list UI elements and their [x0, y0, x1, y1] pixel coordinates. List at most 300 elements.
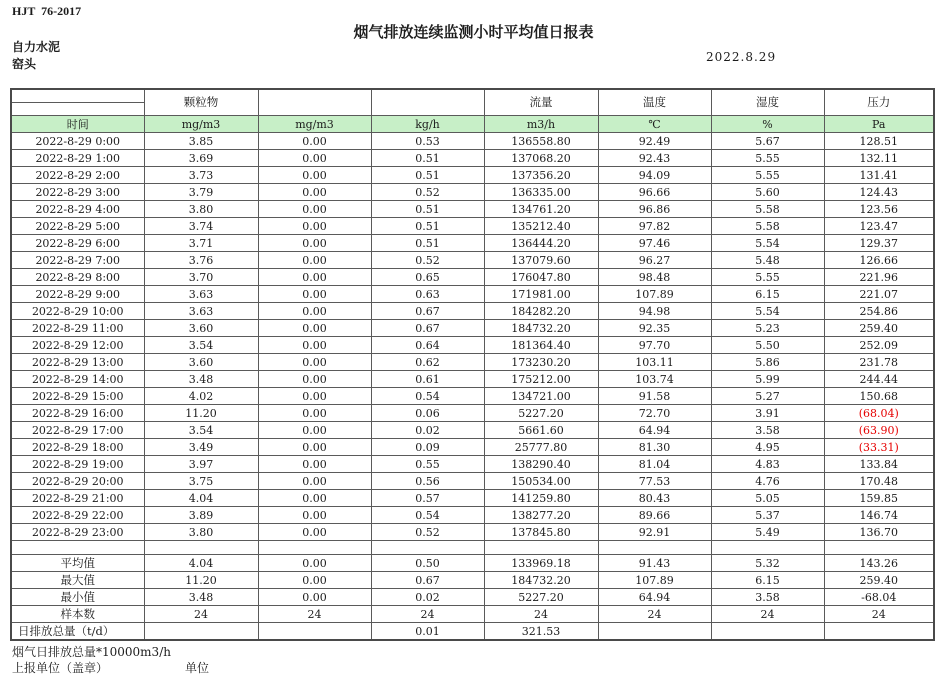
value-cell: 0.51 — [371, 218, 484, 235]
data-row — [11, 473, 934, 490]
summary-value-cell: 0.00 — [258, 589, 371, 606]
value-cell: 11.20 — [144, 405, 258, 422]
value-cell: 259.40 — [824, 320, 934, 337]
value-cell: 89.66 — [598, 507, 711, 524]
data-row — [11, 320, 934, 337]
value-cell: 3.58 — [711, 422, 824, 439]
summary-value-cell: 3.48 — [144, 589, 258, 606]
time-cell: 2022-8-29 14:00 — [11, 371, 144, 388]
time-cell: 2022-8-29 23:00 — [11, 524, 144, 541]
summary-value-cell: 107.89 — [598, 572, 711, 589]
summary-value-cell: 0.67 — [371, 572, 484, 589]
time-cell: 2022-8-29 7:00 — [11, 252, 144, 269]
summary-value-cell: 0.00 — [258, 572, 371, 589]
value-cell: 150.68 — [824, 388, 934, 405]
value-cell: 0.00 — [258, 524, 371, 541]
unit-header-cell: Pa — [824, 116, 934, 133]
data-row — [11, 150, 934, 167]
value-cell: 0.55 — [371, 456, 484, 473]
data-row — [11, 218, 934, 235]
value-cell: 5661.60 — [484, 422, 598, 439]
value-cell: 0.51 — [371, 167, 484, 184]
value-cell: (33.31) — [824, 439, 934, 456]
unit-header-cell: kg/h — [371, 116, 484, 133]
value-cell: 81.30 — [598, 439, 711, 456]
value-cell: 0.51 — [371, 150, 484, 167]
value-cell: 131.41 — [824, 167, 934, 184]
group-header-cell: 颗粒物 — [144, 89, 258, 116]
value-cell: 0.00 — [258, 150, 371, 167]
value-cell: 0.00 — [258, 456, 371, 473]
data-row — [11, 439, 934, 456]
value-cell: 221.07 — [824, 286, 934, 303]
summary-value-cell — [258, 623, 371, 641]
value-cell: 3.89 — [144, 507, 258, 524]
time-cell: 2022-8-29 9:00 — [11, 286, 144, 303]
group-header-cell: 压力 — [824, 89, 934, 116]
data-row — [11, 286, 934, 303]
value-cell: 3.60 — [144, 354, 258, 371]
value-cell: 150534.00 — [484, 473, 598, 490]
value-cell: 3.69 — [144, 150, 258, 167]
summary-value-cell: 5.32 — [711, 555, 824, 572]
value-cell: 137845.80 — [484, 524, 598, 541]
value-cell: 5.58 — [711, 218, 824, 235]
summary-value-cell: 133969.18 — [484, 555, 598, 572]
data-row — [11, 303, 934, 320]
summary-value-cell: 0.50 — [371, 555, 484, 572]
summary-label-cell: 最大值 — [11, 572, 144, 589]
data-row — [11, 337, 934, 354]
value-cell: 6.15 — [711, 286, 824, 303]
value-cell: 3.70 — [144, 269, 258, 286]
value-cell: 134721.00 — [484, 388, 598, 405]
value-cell: 184282.20 — [484, 303, 598, 320]
value-cell: 5.27 — [711, 388, 824, 405]
value-cell: 3.80 — [144, 524, 258, 541]
spacer-cell — [824, 541, 934, 555]
summary-value-cell: 24 — [711, 606, 824, 623]
value-cell: 92.49 — [598, 133, 711, 150]
summary-value-cell: 0.00 — [258, 555, 371, 572]
summary-value-cell: 24 — [598, 606, 711, 623]
value-cell: 170.48 — [824, 473, 934, 490]
value-cell: 3.80 — [144, 201, 258, 218]
time-cell: 2022-8-29 19:00 — [11, 456, 144, 473]
value-cell: 3.63 — [144, 286, 258, 303]
summary-value-cell: -68.04 — [824, 589, 934, 606]
value-cell: 159.85 — [824, 490, 934, 507]
value-cell: 136444.20 — [484, 235, 598, 252]
time-cell: 2022-8-29 11:00 — [11, 320, 144, 337]
value-cell: 94.98 — [598, 303, 711, 320]
value-cell: 3.73 — [144, 167, 258, 184]
summary-label-cell: 日排放总量（t/d） — [11, 623, 144, 641]
summary-value-cell — [598, 623, 711, 641]
value-cell: 0.00 — [258, 388, 371, 405]
value-cell: 0.00 — [258, 371, 371, 388]
spacer-cell — [11, 541, 144, 555]
value-cell: 137068.20 — [484, 150, 598, 167]
summary-value-cell: 24 — [258, 606, 371, 623]
time-cell: 2022-8-29 21:00 — [11, 490, 144, 507]
value-cell: 133.84 — [824, 456, 934, 473]
value-cell: 171981.00 — [484, 286, 598, 303]
spacer-cell — [598, 541, 711, 555]
value-cell: 252.09 — [824, 337, 934, 354]
time-cell: 2022-8-29 18:00 — [11, 439, 144, 456]
value-cell: 91.58 — [598, 388, 711, 405]
value-cell: 92.35 — [598, 320, 711, 337]
value-cell: 0.00 — [258, 201, 371, 218]
value-cell: 92.43 — [598, 150, 711, 167]
value-cell: 103.74 — [598, 371, 711, 388]
value-cell: 181364.40 — [484, 337, 598, 354]
value-cell: 3.76 — [144, 252, 258, 269]
time-cell: 2022-8-29 17:00 — [11, 422, 144, 439]
value-cell: 0.52 — [371, 184, 484, 201]
value-cell: 25777.80 — [484, 439, 598, 456]
value-cell: 0.67 — [371, 320, 484, 337]
value-cell: 184732.20 — [484, 320, 598, 337]
time-column-header: 时间 — [11, 116, 144, 133]
report-unit-label: 上报单位（盖章） — [12, 661, 109, 675]
value-cell: 0.00 — [258, 320, 371, 337]
monitoring-data-table — [10, 88, 935, 641]
value-cell: 3.71 — [144, 235, 258, 252]
time-header-top-cell — [11, 89, 144, 103]
data-row — [11, 490, 934, 507]
data-row — [11, 524, 934, 541]
group-header-cell: 温度 — [598, 89, 711, 116]
value-cell: 0.02 — [371, 422, 484, 439]
group-header-row — [11, 89, 934, 103]
value-cell: (63.90) — [824, 422, 934, 439]
group-header-cell: 湿度 — [711, 89, 824, 116]
value-cell: 0.00 — [258, 167, 371, 184]
value-cell: 5.23 — [711, 320, 824, 337]
summary-row — [11, 623, 934, 641]
value-cell: 0.00 — [258, 133, 371, 150]
summary-value-cell — [711, 623, 824, 641]
time-cell: 2022-8-29 8:00 — [11, 269, 144, 286]
summary-value-cell — [144, 623, 258, 641]
value-cell: 0.00 — [258, 422, 371, 439]
value-cell: 132.11 — [824, 150, 934, 167]
value-cell: 3.49 — [144, 439, 258, 456]
value-cell: 4.83 — [711, 456, 824, 473]
emission-total-note: 烟气日排放总量*10000m3/h — [12, 645, 171, 659]
value-cell: 5.54 — [711, 303, 824, 320]
value-cell: 231.78 — [824, 354, 934, 371]
value-cell: 137079.60 — [484, 252, 598, 269]
summary-value-cell: 143.26 — [824, 555, 934, 572]
time-cell: 2022-8-29 4:00 — [11, 201, 144, 218]
summary-value-cell: 0.01 — [371, 623, 484, 641]
value-cell: 0.61 — [371, 371, 484, 388]
value-cell: 136335.00 — [484, 184, 598, 201]
value-cell: 0.00 — [258, 184, 371, 201]
value-cell: 96.66 — [598, 184, 711, 201]
data-row — [11, 354, 934, 371]
time-cell: 2022-8-29 13:00 — [11, 354, 144, 371]
summary-value-cell: 0.02 — [371, 589, 484, 606]
value-cell: 92.91 — [598, 524, 711, 541]
data-row — [11, 133, 934, 150]
value-cell: 0.06 — [371, 405, 484, 422]
summary-value-cell — [824, 623, 934, 641]
value-cell: 254.86 — [824, 303, 934, 320]
value-cell: 5.54 — [711, 235, 824, 252]
value-cell: 3.91 — [711, 405, 824, 422]
spacer-cell — [258, 541, 371, 555]
data-row — [11, 184, 934, 201]
value-cell: 5.55 — [711, 269, 824, 286]
value-cell: 96.27 — [598, 252, 711, 269]
value-cell: 128.51 — [824, 133, 934, 150]
value-cell: 137356.20 — [484, 167, 598, 184]
value-cell: 0.57 — [371, 490, 484, 507]
unit-label: 单位 — [185, 661, 210, 675]
summary-value-cell: 321.53 — [484, 623, 598, 641]
value-cell: 138290.40 — [484, 456, 598, 473]
value-cell: 0.67 — [371, 303, 484, 320]
summary-row — [11, 572, 934, 589]
value-cell: 124.43 — [824, 184, 934, 201]
value-cell: (68.04) — [824, 405, 934, 422]
summary-value-cell: 24 — [144, 606, 258, 623]
summary-value-cell: 6.15 — [711, 572, 824, 589]
value-cell: 5.37 — [711, 507, 824, 524]
summary-value-cell: 259.40 — [824, 572, 934, 589]
time-cell: 2022-8-29 12:00 — [11, 337, 144, 354]
time-cell: 2022-8-29 20:00 — [11, 473, 144, 490]
value-cell: 5.55 — [711, 167, 824, 184]
value-cell: 97.82 — [598, 218, 711, 235]
value-cell: 0.51 — [371, 201, 484, 218]
data-row — [11, 507, 934, 524]
value-cell: 3.79 — [144, 184, 258, 201]
summary-value-cell: 24 — [824, 606, 934, 623]
value-cell: 141259.80 — [484, 490, 598, 507]
value-cell: 5227.20 — [484, 405, 598, 422]
spacer-cell — [144, 541, 258, 555]
time-cell: 2022-8-29 22:00 — [11, 507, 144, 524]
report-date: 2022.8.29 — [706, 50, 777, 64]
value-cell: 0.00 — [258, 405, 371, 422]
unit-header-row — [11, 116, 934, 133]
value-cell: 0.54 — [371, 507, 484, 524]
value-cell: 103.11 — [598, 354, 711, 371]
summary-label-cell: 平均值 — [11, 555, 144, 572]
summary-value-cell: 3.58 — [711, 589, 824, 606]
value-cell: 135212.40 — [484, 218, 598, 235]
value-cell: 0.00 — [258, 252, 371, 269]
value-cell: 0.52 — [371, 252, 484, 269]
value-cell: 3.63 — [144, 303, 258, 320]
value-cell: 77.53 — [598, 473, 711, 490]
value-cell: 0.00 — [258, 303, 371, 320]
data-row — [11, 371, 934, 388]
value-cell: 0.54 — [371, 388, 484, 405]
value-cell: 0.09 — [371, 439, 484, 456]
value-cell: 123.56 — [824, 201, 934, 218]
data-row — [11, 252, 934, 269]
value-cell: 244.44 — [824, 371, 934, 388]
value-cell: 0.63 — [371, 286, 484, 303]
value-cell: 0.00 — [258, 473, 371, 490]
data-row — [11, 456, 934, 473]
value-cell: 5.58 — [711, 201, 824, 218]
data-row — [11, 235, 934, 252]
value-cell: 175212.00 — [484, 371, 598, 388]
unit-header-cell: m3/h — [484, 116, 598, 133]
summary-value-cell: 24 — [484, 606, 598, 623]
value-cell: 5.86 — [711, 354, 824, 371]
value-cell: 0.00 — [258, 337, 371, 354]
value-cell: 97.46 — [598, 235, 711, 252]
value-cell: 0.00 — [258, 286, 371, 303]
value-cell: 0.52 — [371, 524, 484, 541]
time-header-bottom-cell — [11, 103, 144, 116]
summary-value-cell: 24 — [371, 606, 484, 623]
summary-row — [11, 606, 934, 623]
unit-header-cell: % — [711, 116, 824, 133]
value-cell: 97.70 — [598, 337, 711, 354]
value-cell: 3.48 — [144, 371, 258, 388]
value-cell: 0.00 — [258, 269, 371, 286]
summary-row — [11, 555, 934, 572]
unit-header-cell: mg/m3 — [144, 116, 258, 133]
value-cell: 4.02 — [144, 388, 258, 405]
spacer-cell — [484, 541, 598, 555]
summary-value-cell: 5227.20 — [484, 589, 598, 606]
spacer-cell — [711, 541, 824, 555]
value-cell: 5.99 — [711, 371, 824, 388]
value-cell: 0.00 — [258, 490, 371, 507]
value-cell: 134761.20 — [484, 201, 598, 218]
value-cell: 64.94 — [598, 422, 711, 439]
time-cell: 2022-8-29 5:00 — [11, 218, 144, 235]
summary-row — [11, 589, 934, 606]
value-cell: 0.00 — [258, 354, 371, 371]
time-cell: 2022-8-29 15:00 — [11, 388, 144, 405]
value-cell: 5.48 — [711, 252, 824, 269]
group-header-cell — [258, 89, 371, 116]
time-cell: 2022-8-29 10:00 — [11, 303, 144, 320]
summary-value-cell: 4.04 — [144, 555, 258, 572]
value-cell: 0.65 — [371, 269, 484, 286]
value-cell: 94.09 — [598, 167, 711, 184]
data-row — [11, 388, 934, 405]
time-cell: 2022-8-29 1:00 — [11, 150, 144, 167]
value-cell: 0.64 — [371, 337, 484, 354]
value-cell: 5.60 — [711, 184, 824, 201]
time-cell: 2022-8-29 2:00 — [11, 167, 144, 184]
value-cell: 72.70 — [598, 405, 711, 422]
spacer-row — [11, 541, 934, 555]
value-cell: 107.89 — [598, 286, 711, 303]
value-cell: 5.49 — [711, 524, 824, 541]
value-cell: 0.62 — [371, 354, 484, 371]
summary-value-cell: 91.43 — [598, 555, 711, 572]
value-cell: 4.04 — [144, 490, 258, 507]
value-cell: 4.76 — [711, 473, 824, 490]
data-row — [11, 422, 934, 439]
data-row — [11, 405, 934, 422]
data-row — [11, 167, 934, 184]
company-name: 自力水泥 — [12, 40, 61, 54]
value-cell: 3.54 — [144, 422, 258, 439]
value-cell: 0.00 — [258, 439, 371, 456]
value-cell: 126.66 — [824, 252, 934, 269]
data-row — [11, 201, 934, 218]
value-cell: 81.04 — [598, 456, 711, 473]
value-cell: 176047.80 — [484, 269, 598, 286]
value-cell: 5.50 — [711, 337, 824, 354]
summary-value-cell: 11.20 — [144, 572, 258, 589]
value-cell: 3.97 — [144, 456, 258, 473]
group-header-cell — [371, 89, 484, 116]
value-cell: 138277.20 — [484, 507, 598, 524]
value-cell: 3.75 — [144, 473, 258, 490]
time-cell: 2022-8-29 16:00 — [11, 405, 144, 422]
data-row — [11, 269, 934, 286]
doc-standard: HJT 76-2017 — [12, 4, 82, 18]
summary-value-cell: 64.94 — [598, 589, 711, 606]
summary-label-cell: 样本数 — [11, 606, 144, 623]
value-cell: 0.53 — [371, 133, 484, 150]
value-cell: 136.70 — [824, 524, 934, 541]
summary-value-cell: 184732.20 — [484, 572, 598, 589]
value-cell: 0.00 — [258, 235, 371, 252]
value-cell: 98.48 — [598, 269, 711, 286]
value-cell: 5.67 — [711, 133, 824, 150]
value-cell: 0.00 — [258, 507, 371, 524]
value-cell: 129.37 — [824, 235, 934, 252]
value-cell: 5.05 — [711, 490, 824, 507]
spacer-cell — [371, 541, 484, 555]
unit-header-cell: mg/m3 — [258, 116, 371, 133]
value-cell: 0.56 — [371, 473, 484, 490]
value-cell: 0.00 — [258, 218, 371, 235]
value-cell: 221.96 — [824, 269, 934, 286]
group-header-cell: 流量 — [484, 89, 598, 116]
page-title: 烟气排放连续监测小时平均值日报表 — [353, 23, 594, 41]
station-name: 窑头 — [12, 57, 37, 71]
table-body — [11, 133, 934, 641]
value-cell: 3.85 — [144, 133, 258, 150]
table-header — [11, 89, 934, 133]
value-cell: 146.74 — [824, 507, 934, 524]
value-cell: 3.60 — [144, 320, 258, 337]
time-cell: 2022-8-29 0:00 — [11, 133, 144, 150]
value-cell: 5.55 — [711, 150, 824, 167]
value-cell: 80.43 — [598, 490, 711, 507]
value-cell: 96.86 — [598, 201, 711, 218]
unit-header-cell: ℃ — [598, 116, 711, 133]
summary-label-cell: 最小值 — [11, 589, 144, 606]
time-cell: 2022-8-29 6:00 — [11, 235, 144, 252]
value-cell: 136558.80 — [484, 133, 598, 150]
value-cell: 3.74 — [144, 218, 258, 235]
value-cell: 4.95 — [711, 439, 824, 456]
value-cell: 3.54 — [144, 337, 258, 354]
time-cell: 2022-8-29 3:00 — [11, 184, 144, 201]
value-cell: 123.47 — [824, 218, 934, 235]
value-cell: 173230.20 — [484, 354, 598, 371]
value-cell: 0.51 — [371, 235, 484, 252]
